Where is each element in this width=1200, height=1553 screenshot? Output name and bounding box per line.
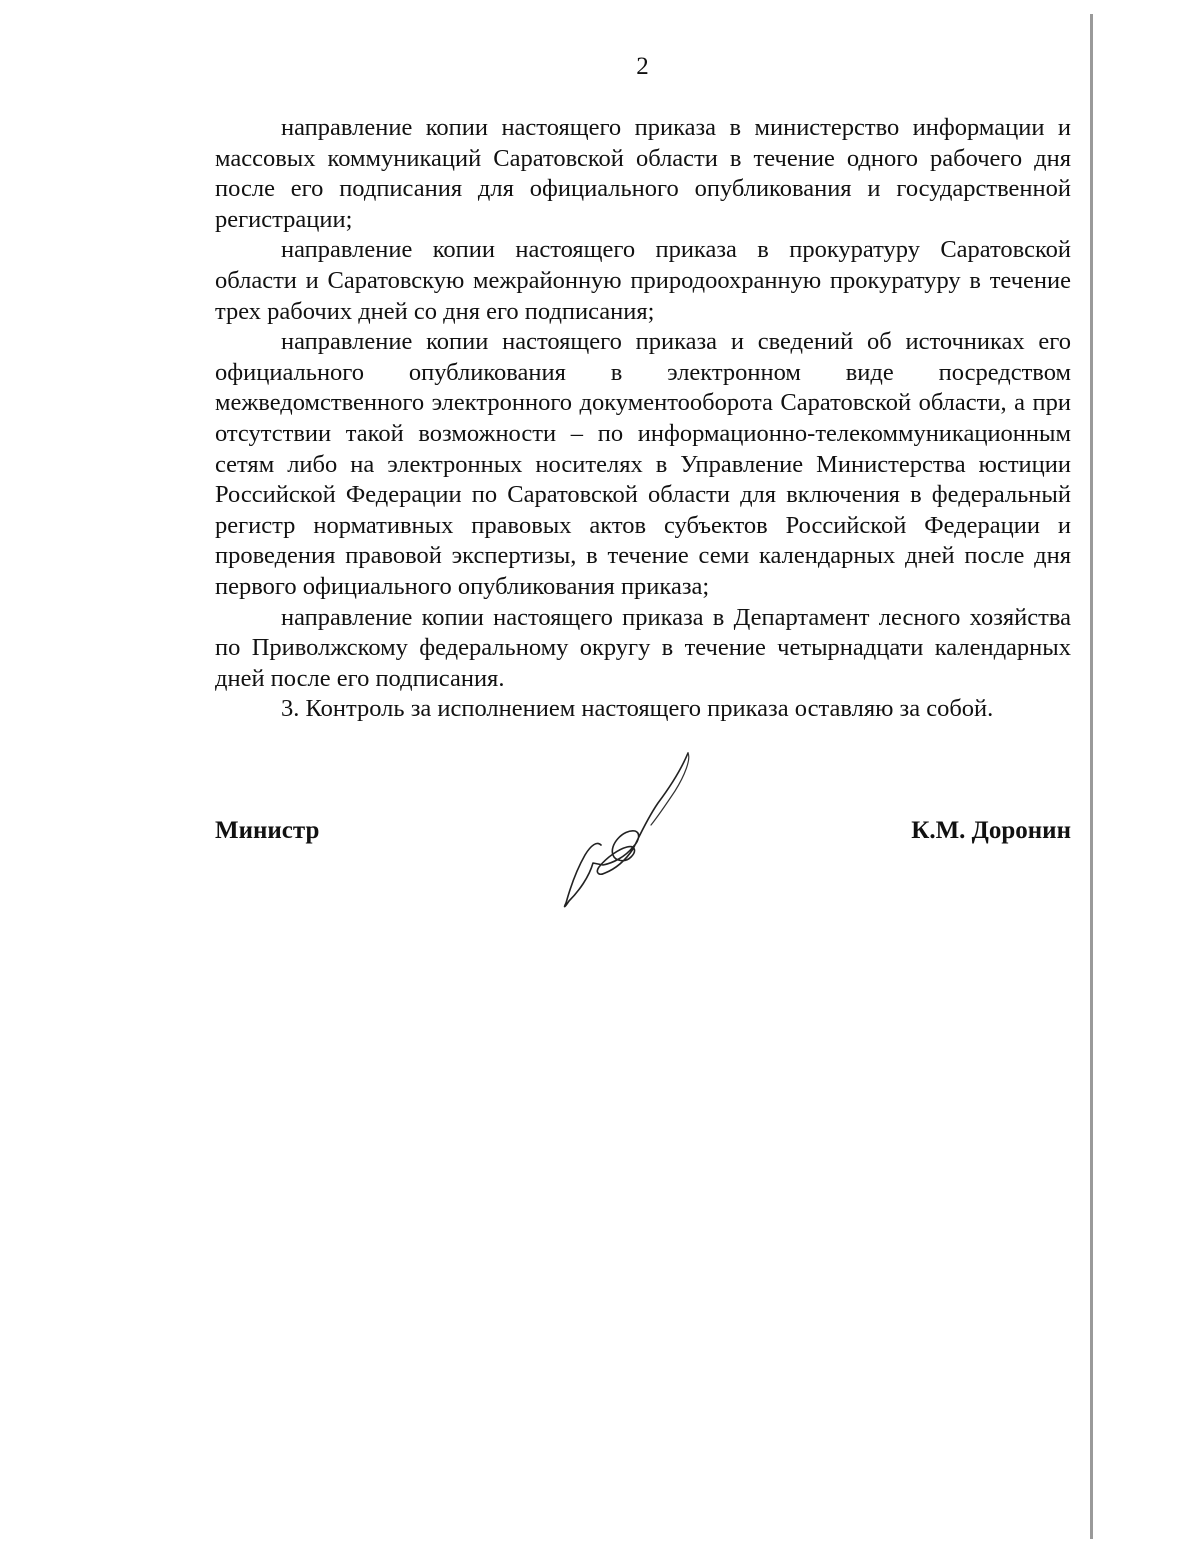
paragraph-prosecutor: направление копии настоящего приказа в прокуратуру Саратовской области и Саратовскую межрайонную природоохранную прокуратуру в течение трех рабочих дней со дня его подписания; [215, 236, 1071, 325]
paragraph-ministry-justice: направление копии настоящего приказа и сведений об источниках его официального опубликования в электронном виде посредством межведомственного электронного документооборота Саратовской области, а при отсутствии такой возможности – по информационно-телекоммуникационным сетям либо на электронных носителях в Управление Министерства юстиции Российской Федерации по Саратовской области для включения в федеральный регистр нормативных правовых актов субъектов Российской Федерации и проведения правовой экспертизы, в течение семи календарных дней после дня первого официального опубликования приказа; [215, 328, 1071, 600]
paragraph-control-clause: 3. Контроль за исполнением настоящего приказа оставляю за собой. [281, 695, 994, 723]
page-edge-line [1090, 14, 1093, 1539]
paragraph-forestry-department: направление копии настоящего приказа в Департамент лесного хозяйства по Приволжскому федеральному округу в течение четырнадцати календарных дней после его подписания. [215, 603, 1071, 692]
handwritten-signature [555, 745, 715, 915]
signer-position: Министр [215, 817, 320, 844]
page-number: 2 [636, 53, 649, 80]
signer-name: К.М. Доронин [911, 817, 1071, 844]
paragraph-ministry-information: направление копии настоящего приказа в министерство информации и массовых коммуникаций Саратовской области в течение одного рабочего дня после его подписания для официального опубликования и государственной регистрации; [215, 114, 1071, 233]
order-body-text [215, 113, 1071, 725]
